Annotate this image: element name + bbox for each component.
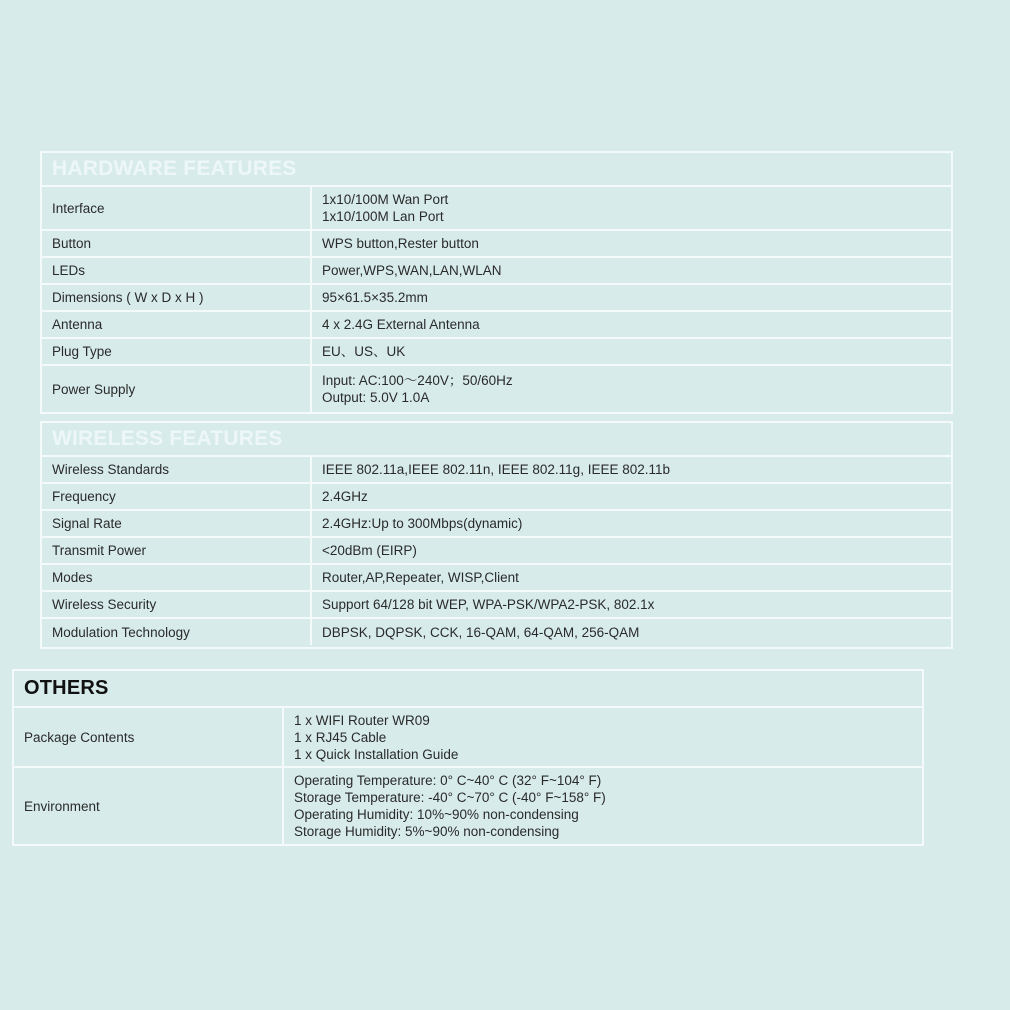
table-row bbox=[42, 366, 951, 412]
table-row bbox=[42, 538, 951, 565]
table-row bbox=[42, 511, 951, 538]
spec-label: Package Contents bbox=[14, 708, 284, 766]
spec-value-line: 1x10/100M Wan Port bbox=[322, 192, 449, 207]
spec-value-line: 1 x RJ45 Cable bbox=[294, 729, 387, 745]
spec-label: Interface bbox=[42, 187, 312, 229]
spec-value bbox=[312, 565, 951, 590]
spec-value bbox=[312, 457, 951, 482]
spec-value-line: 2.4GHz bbox=[322, 489, 368, 504]
spec-label: Modulation Technology bbox=[42, 619, 312, 645]
table-row bbox=[42, 312, 951, 339]
spec-value-line: Router,AP,Repeater, WISP,Client bbox=[322, 570, 519, 585]
spec-value-line: DBPSK, DQPSK, CCK, 16-QAM, 64-QAM, 256-QAM bbox=[322, 624, 640, 640]
spec-value-line: Operating Temperature: 0° C~40° C (32° F~104° F) bbox=[294, 773, 602, 788]
spec-label: Wireless Security bbox=[42, 592, 312, 617]
spec-value bbox=[312, 339, 951, 364]
hardware-features-header bbox=[42, 153, 951, 187]
spec-value-line: 4 x 2.4G External Antenna bbox=[322, 317, 480, 332]
spec-value bbox=[284, 768, 922, 844]
spec-label: Frequency bbox=[42, 484, 312, 509]
wireless-features-title: WIRELESS FEATURES bbox=[52, 427, 283, 450]
wireless-features-table bbox=[40, 421, 953, 649]
spec-value-line: Output: 5.0V 1.0A bbox=[322, 390, 430, 405]
spec-value-line: 2.4GHz:Up to 300Mbps(dynamic) bbox=[322, 516, 523, 531]
wireless-features-header bbox=[42, 423, 951, 457]
spec-value-line: WPS button,Rester button bbox=[322, 236, 479, 251]
spec-value-line: <20dBm (EIRP) bbox=[322, 543, 417, 558]
spec-label: Environment bbox=[14, 768, 284, 844]
spec-value bbox=[312, 592, 951, 617]
table-row bbox=[42, 592, 951, 619]
spec-value bbox=[312, 285, 951, 310]
spec-value-line: Power,WPS,WAN,LAN,WLAN bbox=[322, 263, 502, 278]
spec-value bbox=[312, 312, 951, 337]
spec-label: Antenna bbox=[42, 312, 312, 337]
spec-label: Dimensions ( W x D x H ) bbox=[42, 285, 312, 310]
spec-value-line: IEEE 802.11a,IEEE 802.11n, IEEE 802.11g, IEEE 802.11b bbox=[322, 462, 671, 477]
others-header bbox=[14, 671, 922, 708]
spec-value bbox=[284, 708, 922, 766]
spec-label: Transmit Power bbox=[42, 538, 312, 563]
spec-value bbox=[312, 258, 951, 283]
spec-value-line: 1 x Quick Installation Guide bbox=[294, 746, 459, 762]
spec-value-line: 95×61.5×35.2mm bbox=[322, 290, 428, 305]
spec-value-line: Storage Humidity: 5%~90% non-condensing bbox=[294, 824, 560, 839]
spec-value bbox=[312, 511, 951, 536]
table-row bbox=[42, 231, 951, 258]
table-row bbox=[14, 708, 922, 768]
table-row bbox=[42, 258, 951, 285]
others-title: OTHERS bbox=[24, 677, 109, 699]
spec-value-line: Input: AC:100～240V；50/60Hz bbox=[322, 373, 513, 388]
spec-value bbox=[312, 538, 951, 563]
spec-value-line: 1 x WIFI Router WR09 bbox=[294, 712, 430, 728]
spec-label: Wireless Standards bbox=[42, 457, 312, 482]
spec-value-line: 1x10/100M Lan Port bbox=[322, 209, 444, 224]
spec-value-line: Support 64/128 bit WEP, WPA-PSK/WPA2-PSK, 802.1x bbox=[322, 597, 655, 612]
spec-value-line: Storage Temperature: -40° C~70° C (-40° F~158° F) bbox=[294, 790, 606, 805]
table-row bbox=[14, 768, 922, 844]
table-row bbox=[42, 187, 951, 231]
hardware-features-table bbox=[40, 151, 953, 414]
spec-label: LEDs bbox=[42, 258, 312, 283]
hardware-features-title: HARDWARE FEATURES bbox=[52, 157, 297, 180]
spec-label: Modes bbox=[42, 565, 312, 590]
table-row bbox=[42, 285, 951, 312]
table-row bbox=[42, 339, 951, 366]
table-row bbox=[42, 484, 951, 511]
spec-label: Button bbox=[42, 231, 312, 256]
spec-label: Signal Rate bbox=[42, 511, 312, 536]
spec-value bbox=[312, 484, 951, 509]
spec-value bbox=[312, 619, 951, 645]
spec-value-line: Operating Humidity: 10%~90% non-condensing bbox=[294, 807, 579, 822]
table-row bbox=[42, 565, 951, 592]
spec-value bbox=[312, 187, 951, 229]
spec-value bbox=[312, 231, 951, 256]
spec-label: Power Supply bbox=[42, 366, 312, 412]
others-table bbox=[12, 669, 924, 846]
table-row bbox=[42, 619, 951, 645]
spec-value bbox=[312, 366, 951, 412]
spec-label: Plug Type bbox=[42, 339, 312, 364]
table-row bbox=[42, 457, 951, 484]
spec-value-line: EU、US、UK bbox=[322, 344, 406, 359]
